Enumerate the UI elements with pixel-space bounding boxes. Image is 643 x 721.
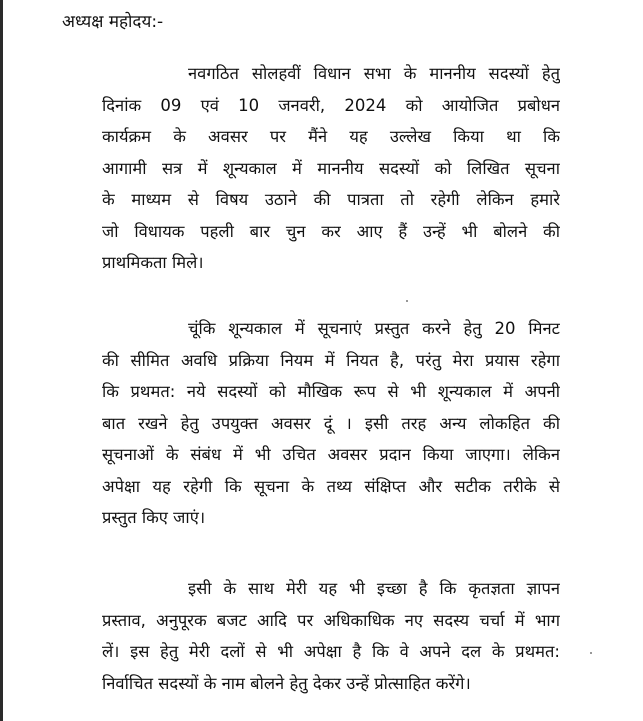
text-line: प्राथमिकता मिले। [102, 253, 204, 272]
text-line: दिनांक 09 एवं 10 जनवरी, 2024 को आयोजित प्रबोधन [102, 95, 560, 115]
paragraph-1 [102, 58, 560, 279]
text-line: की सीमित अवधि प्रक्रिया नियम में नियत है, परंतु मेरा प्रयास रहेगा [102, 350, 560, 370]
paragraph-2 [102, 313, 560, 534]
salutation: अध्यक्ष महोदय:- [62, 12, 164, 32]
paragraph-3 [102, 573, 560, 699]
scan-speck [406, 300, 408, 302]
text-line: जो विधायक पहली बार चुन कर आए हैं उन्हें भी बोलने की [102, 221, 560, 241]
page-edge-shadow [0, 0, 3, 721]
text-line: अपेक्षा यह रहेगी कि सूचना के तथ्य संक्षिप्त और सटीक तरीके से [102, 476, 560, 496]
text-line: निर्वाचित सदस्यों के नाम बोलने हेतु देकर उन्हें प्रोत्साहित करेंगे। [102, 673, 471, 693]
text-line: के माध्यम से विषय उठाने की पात्रता तो रहेगी लेकिन हमारे [102, 190, 560, 209]
text-line: लें। इस हेतु मेरी दलों से भी अपेक्षा है कि वे अपने दल के प्रथमत: [102, 642, 560, 661]
scan-speck [590, 652, 592, 654]
text-line: नवगठित सोलहवीं विधान सभा के माननीय सदस्यों हेतु [188, 64, 560, 83]
text-line: चूंकि शून्यकाल में सूचनाएं प्रस्तुत करने हेतु 20 मिनट [188, 319, 560, 338]
text-line: सूचनाओं के संबंध में भी उचित अवसर प्रदान किया जाएगा। लेकिन [102, 445, 560, 464]
text-line: इसी के साथ मेरी यह भी इच्छा है कि कृतज्ञता ज्ञापन [188, 579, 560, 598]
text-line: बात रखने हेतु उपयुक्त अवसर दूं । इसी तरह अन्य लोकहित की [102, 413, 560, 433]
text-line: कि प्रथमत: नये सदस्यों को मौखिक रूप से भी शून्यकाल में अपनी [102, 382, 560, 401]
text-line: कार्यक्रम के अवसर पर मैंने यह उल्लेख किया था कि [102, 127, 560, 146]
text-line: प्रस्ताव, अनुपूरक बजट आदि पर अधिकाधिक नए सदस्य चर्चा में भाग [102, 610, 560, 630]
text-line: आगामी सत्र में शून्यकाल में माननीय सदस्यों को लिखित सूचना [102, 158, 560, 178]
text-line: प्रस्तुत किए जाएं। [102, 508, 206, 527]
